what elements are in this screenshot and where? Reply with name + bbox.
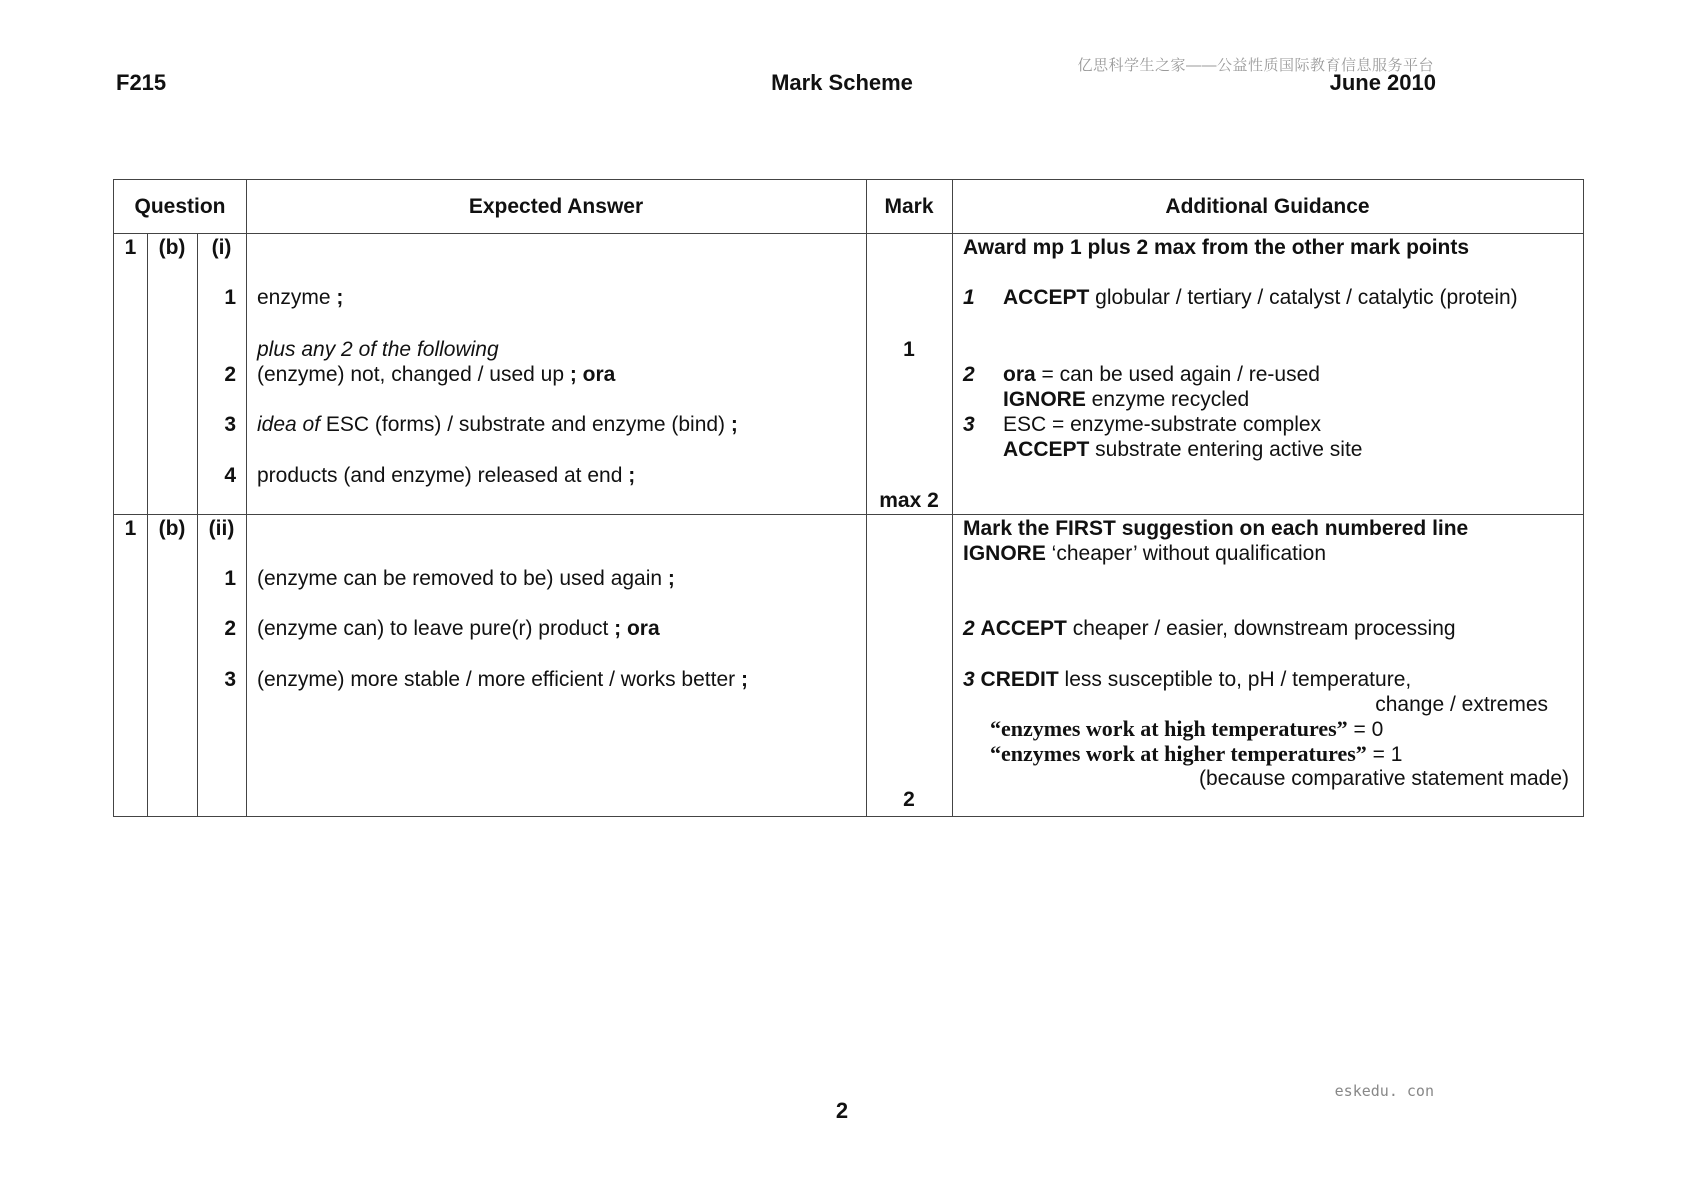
question-part: (b) (158, 236, 186, 259)
site-watermark: eskedu. con (1334, 1082, 1434, 1100)
guidance-number: 1 (963, 286, 975, 309)
guidance-line: (because comparative statement made) (1198, 767, 1569, 790)
header-date: June 2010 (1329, 70, 1436, 95)
header-code: F215 (116, 70, 167, 95)
watermark-text: 亿思科学生之家——公益性质国际教育信息服务平台 (1077, 57, 1434, 74)
mark-max: max 2 (879, 489, 939, 512)
guidance-line: IGNORE ‘cheaper’ without qualification (963, 542, 1327, 565)
answer-line: products (and enzyme) released at end ; (257, 464, 636, 487)
question-subpart: (i) (211, 236, 232, 259)
guidance-line: 2 ACCEPT cheaper / easier, downstream processing (963, 617, 1456, 640)
answer-intro: plus any 2 of the following (257, 338, 499, 361)
answer-line: enzyme ; (257, 286, 344, 309)
question-number: 1 (124, 236, 137, 259)
mark-value: 2 (903, 788, 915, 811)
header-title: Mark Scheme (771, 70, 913, 95)
col-header-answer: Expected Answer (468, 195, 644, 218)
guidance-line: “enzymes work at higher temperatures” = 1 (990, 741, 1403, 766)
guidance-line: change / extremes (1375, 693, 1548, 716)
mark-value: 1 (903, 338, 915, 361)
question-subpart: (ii) (208, 517, 235, 540)
answer-line: (enzyme can) to leave pure(r) product ; ora (257, 617, 660, 640)
question-number: 1 (124, 517, 137, 540)
col-header-question: Question (134, 195, 226, 218)
point-number: 1 (224, 567, 236, 590)
answer-line: (enzyme can be removed to be) used again ; (257, 567, 675, 590)
col-header-guidance: Additional Guidance (1165, 195, 1370, 218)
guidance-number: 2 (963, 363, 975, 386)
point-number: 2 (224, 617, 236, 640)
point-number: 2 (224, 363, 236, 386)
guidance-line: ESC = enzyme-substrate complex (1003, 413, 1322, 436)
guidance-line: 3 CREDIT less susceptible to, pH / temperature, (963, 668, 1412, 691)
point-number: 3 (224, 413, 236, 436)
guidance-line: IGNORE enzyme recycled (1003, 388, 1250, 411)
point-number: 3 (224, 668, 236, 691)
answer-line: (enzyme) not, changed / used up ; ora (257, 363, 616, 386)
point-number: 4 (224, 464, 236, 487)
mark-scheme-table (113, 179, 1584, 817)
guidance-heading: Mark the FIRST suggestion on each numbered line (963, 517, 1469, 540)
guidance-line: “enzymes work at high temperatures” = 0 (990, 716, 1384, 741)
col-divider-mark (952, 180, 953, 816)
guidance-line: ACCEPT substrate entering active site (1003, 438, 1363, 461)
answer-line: (enzyme) more stable / more efficient / works better ; (257, 668, 748, 691)
col-header-mark: Mark (884, 195, 934, 218)
answer-line: idea of ESC (forms) / substrate and enzyme (bind) ; (257, 413, 738, 436)
guidance-line: ACCEPT globular / tertiary / catalyst / catalytic (protein) (1003, 286, 1518, 309)
question-part: (b) (158, 517, 186, 540)
page-number: 2 (835, 1098, 849, 1123)
guidance-number: 3 (963, 413, 975, 436)
guidance-heading: Award mp 1 plus 2 max from the other mark points (963, 236, 1470, 259)
guidance-line: ora = can be used again / re-used (1003, 363, 1320, 386)
header-row-divider (114, 233, 1583, 234)
row-divider (114, 514, 1583, 515)
col-divider-question (246, 180, 247, 816)
point-number: 1 (224, 286, 236, 309)
